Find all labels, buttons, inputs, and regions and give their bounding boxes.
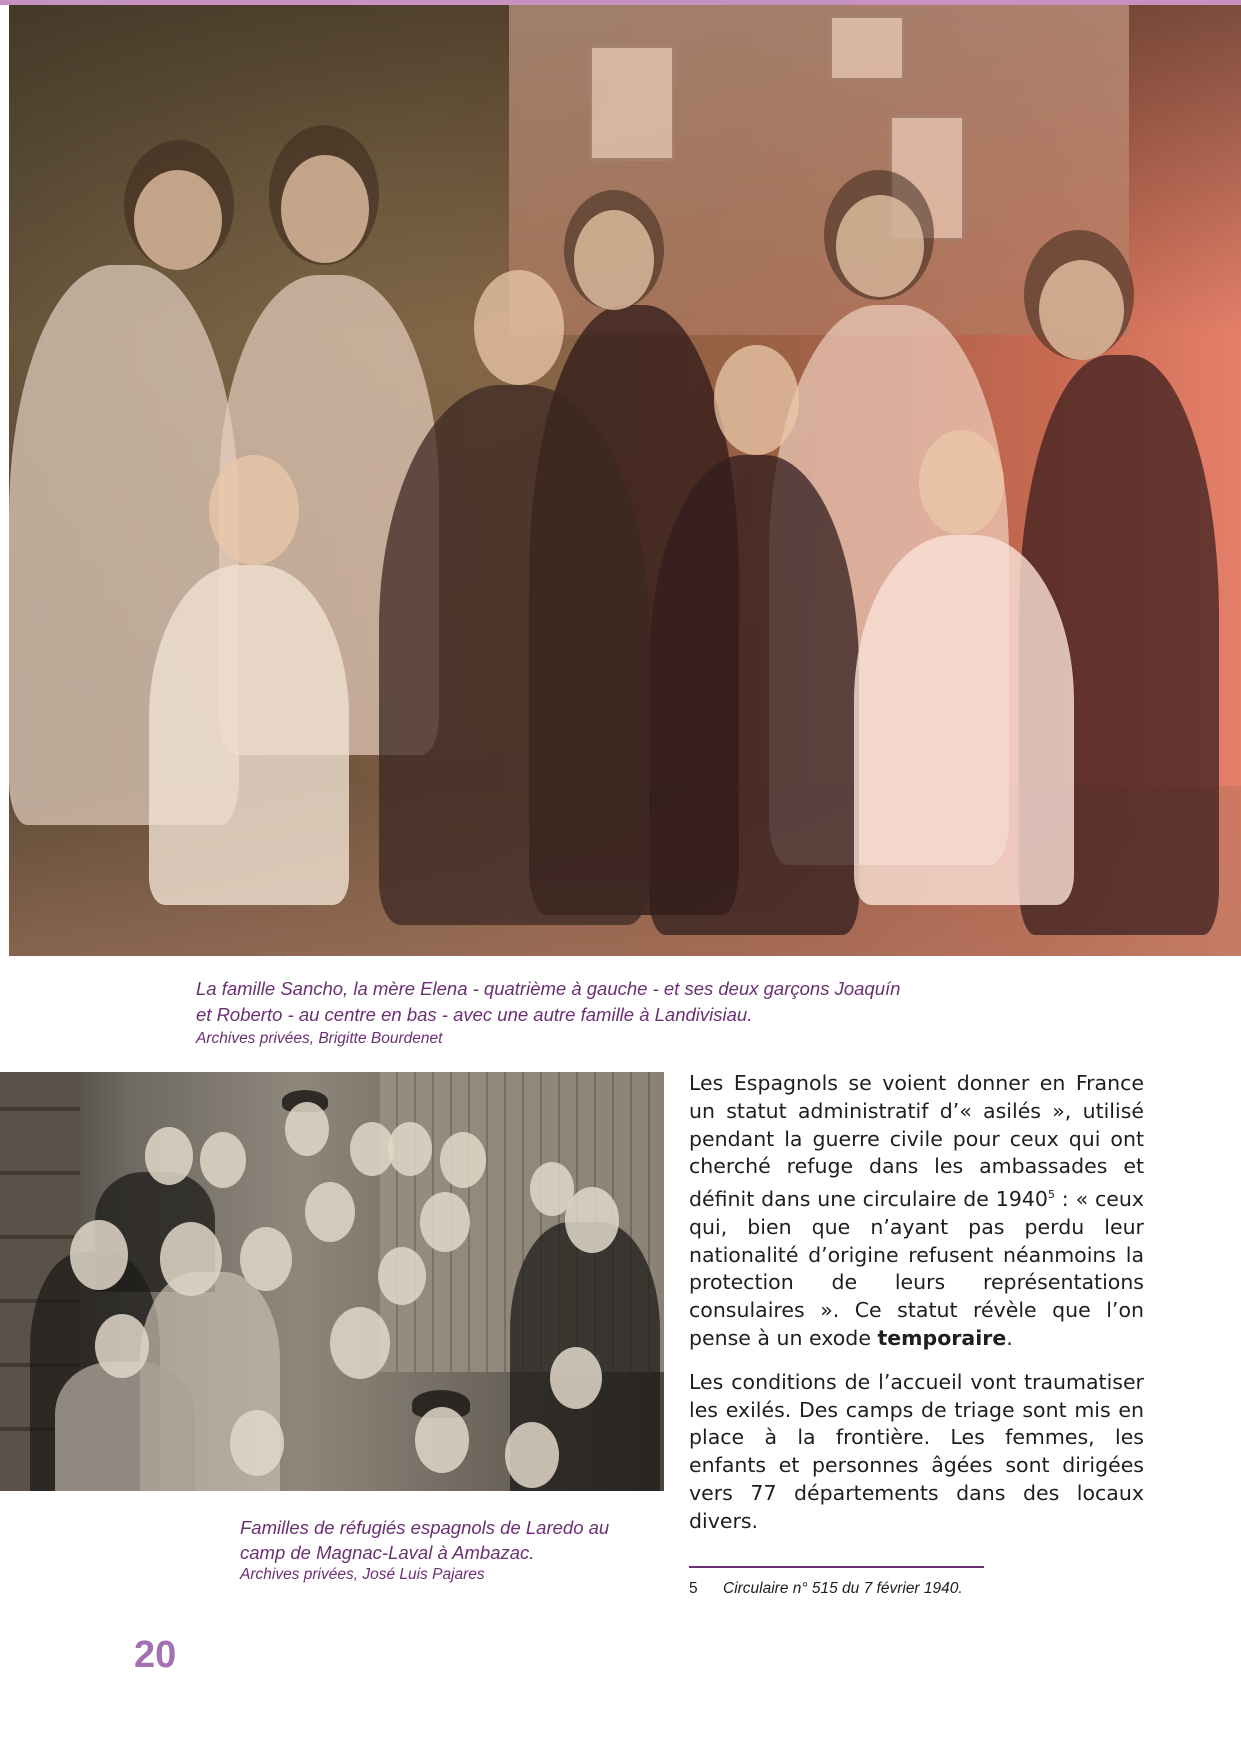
footnote-number: 5: [689, 1580, 698, 1597]
photo-figure: [649, 455, 859, 935]
photo-figure-face: [440, 1132, 486, 1188]
photo-figure-face: [330, 1307, 390, 1379]
top-photo-credit: Archives privées, Brigitte Bourdenet: [196, 1030, 443, 1047]
caption-line: et Roberto - au centre en bas - avec une autre famille à Landivisiau.: [196, 1004, 753, 1025]
page-number: 20: [134, 1634, 177, 1676]
bottom-photo-credit: Archives privées, José Luis Pajares: [240, 1566, 485, 1583]
photo-figure-face: [420, 1192, 470, 1252]
photo-figure-face: [209, 455, 299, 565]
photo-figure-face: [285, 1102, 329, 1156]
paragraph-text: Les Espagnols se voient donner en France un statut administratif d’« asilés », utilisé pendant la guerre civile pour ceux qui ont cherché refuge dans les ambassades et définit dans une circulaire de 1940: [689, 1071, 1144, 1212]
photo-figure-face: [415, 1407, 469, 1473]
caption-line: La famille Sancho, la mère Elena - quatrième à gauche - et ses deux garçons Joaquín: [196, 978, 901, 999]
photo-figure-face: [95, 1314, 149, 1378]
photo-figure-face: [550, 1347, 602, 1409]
photo-figure-face: [919, 430, 1004, 535]
photo-figure-face: [378, 1247, 426, 1305]
paragraph-text: : « ceux qui, bien que n’ayant pas perdu leur nationalité d’origine refusent néanmoins la protection de leurs représentations consulaires ». Ce statut révèle que l’on pense à un exode: [689, 1187, 1144, 1350]
caption-line: Familles de réfugiés espagnols de Laredo au: [240, 1517, 610, 1538]
photo-figure-face: [145, 1127, 193, 1185]
family-photo: [9, 5, 1241, 956]
footnote-reference[interactable]: 5: [1047, 1188, 1055, 1202]
photo-figure-face: [160, 1222, 222, 1296]
photo-figure-face: [200, 1132, 246, 1188]
photo-figure-face: [714, 345, 799, 455]
caption-line: camp de Magnac-Laval à Ambazac.: [240, 1542, 535, 1563]
photo-figure-face: [565, 1187, 619, 1253]
photo-figure-face: [134, 170, 222, 270]
body-text: [689, 1070, 1144, 1552]
paragraph-text: .: [1006, 1326, 1013, 1350]
bottom-photo-caption: [240, 1515, 630, 1565]
footnote-rule: [689, 1566, 984, 1568]
paragraph-1: [689, 1070, 1144, 1353]
photo-figure-face: [70, 1220, 128, 1290]
photo-figure-face: [574, 210, 654, 310]
photo-figure: [379, 385, 649, 925]
photo-figure-face: [240, 1227, 292, 1291]
photo-figure: [55, 1362, 195, 1491]
top-photo-caption: [196, 976, 956, 1028]
photo-window: [589, 45, 675, 161]
paragraph-2: Les conditions de l’accueil vont traumatiser les exilés. Des camps de triage sont mis en place à la frontière. Les femmes, les enfants et personnes âgées sont dirigées vers 77 départements dans des locaux divers.: [689, 1369, 1144, 1533]
refugee-group-photo: [0, 1072, 664, 1491]
photo-figure-face: [474, 270, 564, 385]
footnote-text: Circulaire n° 515 du 7 février 1940.: [723, 1580, 963, 1597]
photo-figure-face: [505, 1422, 559, 1488]
photo-figure-face: [281, 155, 369, 263]
photo-figure-face: [1039, 260, 1124, 360]
photo-figure-face: [388, 1122, 432, 1176]
emphasis-text: temporaire: [877, 1326, 1007, 1350]
photo-figure-face: [305, 1182, 355, 1242]
photo-figure: [149, 565, 349, 905]
photo-figure: [854, 535, 1074, 905]
photo-figure-face: [836, 195, 924, 297]
photo-figure-face: [230, 1410, 284, 1476]
photo-window: [829, 15, 905, 81]
footnote: [689, 1580, 1209, 1598]
